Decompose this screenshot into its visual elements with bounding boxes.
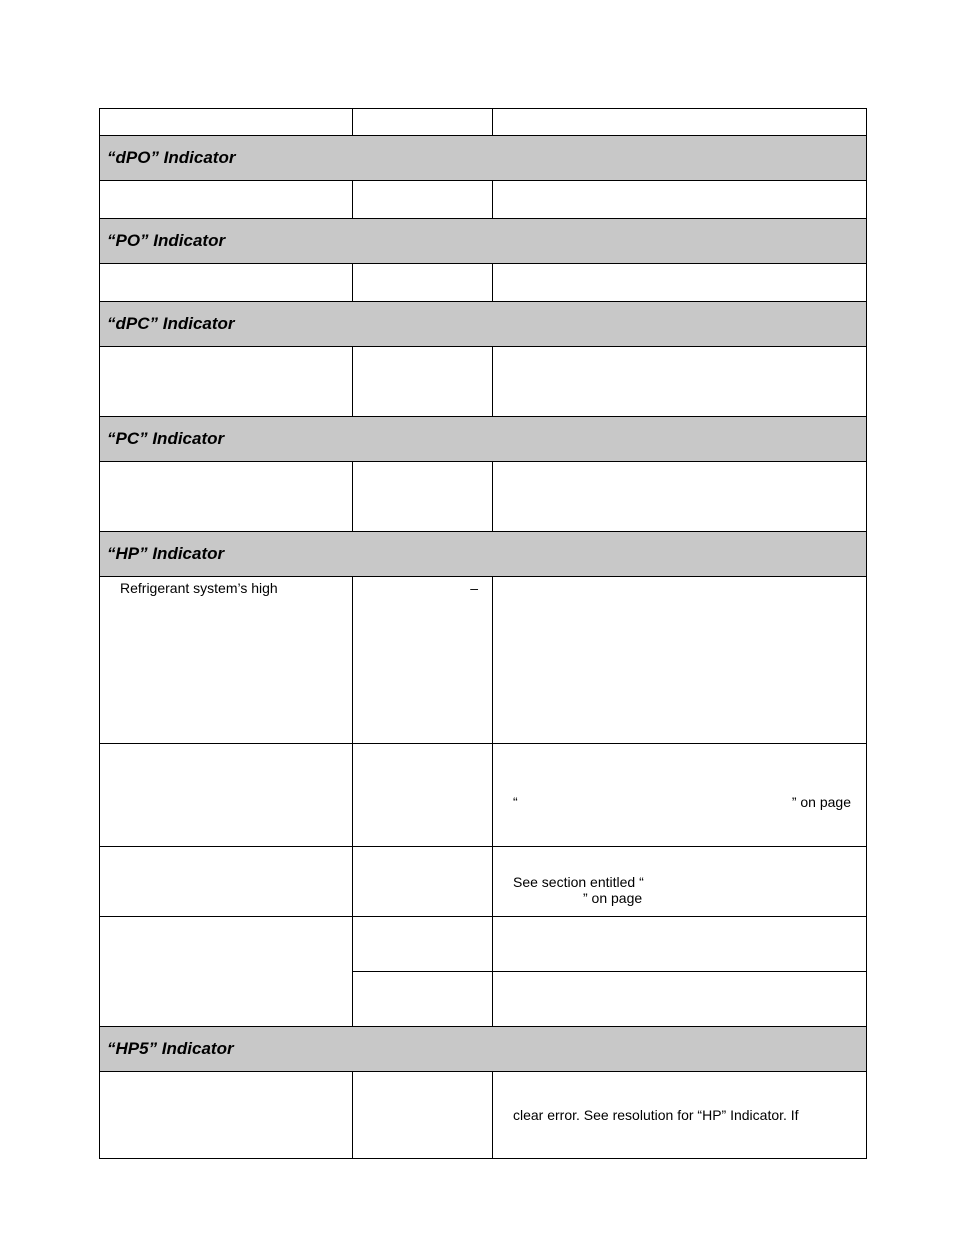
table-row bbox=[100, 577, 867, 744]
table-row bbox=[100, 847, 867, 917]
table-cell bbox=[493, 109, 867, 136]
table-cell bbox=[353, 1072, 493, 1159]
table-row bbox=[100, 347, 867, 417]
table-cell bbox=[493, 917, 867, 972]
reference-line bbox=[493, 794, 866, 810]
table-cell bbox=[493, 462, 867, 532]
table-cell bbox=[100, 1072, 353, 1159]
section-header-hp bbox=[100, 532, 867, 577]
section-header-dpo bbox=[100, 136, 867, 181]
table-cell bbox=[100, 264, 353, 302]
section-title: “PC” Indicator bbox=[100, 417, 867, 462]
section-title: “PO” Indicator bbox=[100, 219, 867, 264]
table-cell bbox=[353, 462, 493, 532]
table-cell bbox=[493, 347, 867, 417]
table-row bbox=[100, 917, 867, 972]
section-header-po bbox=[100, 219, 867, 264]
table-row bbox=[100, 462, 867, 532]
table-cell bbox=[353, 917, 493, 972]
on-page-text: ” on page bbox=[583, 890, 643, 906]
table-cell bbox=[100, 577, 353, 744]
quote-open: “ bbox=[513, 794, 518, 810]
table-cell bbox=[353, 847, 493, 917]
table-cell bbox=[493, 972, 867, 1027]
table-cell bbox=[493, 264, 867, 302]
table-row bbox=[100, 264, 867, 302]
table-cell bbox=[100, 347, 353, 417]
section-header-dpc bbox=[100, 302, 867, 347]
table-cell bbox=[100, 744, 353, 847]
section-title: “dPO” Indicator bbox=[100, 136, 867, 181]
resolution-text: clear error. See resolution for “HP” Indicator. If bbox=[513, 1107, 799, 1123]
table-cell bbox=[353, 181, 493, 219]
section-header-pc bbox=[100, 417, 867, 462]
table-row bbox=[100, 109, 867, 136]
see-section-text: See section entitled “ bbox=[513, 874, 644, 890]
table-cell bbox=[353, 347, 493, 417]
table-cell bbox=[493, 744, 867, 847]
section-title: “HP” Indicator bbox=[100, 532, 867, 577]
table-cell bbox=[100, 181, 353, 219]
table-cell bbox=[353, 744, 493, 847]
table-cell bbox=[353, 972, 493, 1027]
table-cell bbox=[493, 847, 867, 917]
table-row bbox=[100, 1072, 867, 1159]
reference-line bbox=[493, 890, 866, 906]
table-cell bbox=[100, 462, 353, 532]
section-title: “dPC” Indicator bbox=[100, 302, 867, 347]
table-cell bbox=[100, 847, 353, 917]
table-cell bbox=[493, 577, 867, 744]
table-cell bbox=[493, 181, 867, 219]
table-row bbox=[100, 744, 867, 847]
table-cell bbox=[353, 109, 493, 136]
table-cell bbox=[100, 109, 353, 136]
on-page-text: ” on page bbox=[791, 794, 851, 810]
table-cell bbox=[493, 1072, 867, 1159]
troubleshooting-table-container bbox=[99, 108, 866, 1159]
section-title: “HP5” Indicator bbox=[100, 1027, 867, 1072]
cause-text: Refrigerant system’s high bbox=[120, 580, 278, 596]
table-cell bbox=[353, 264, 493, 302]
troubleshooting-table bbox=[99, 108, 867, 1159]
section-header-hp5 bbox=[100, 1027, 867, 1072]
table-row bbox=[100, 181, 867, 219]
table-cell bbox=[353, 577, 493, 744]
reference-line bbox=[493, 874, 866, 890]
dash-text: – bbox=[470, 580, 478, 596]
table-cell bbox=[100, 917, 353, 1027]
